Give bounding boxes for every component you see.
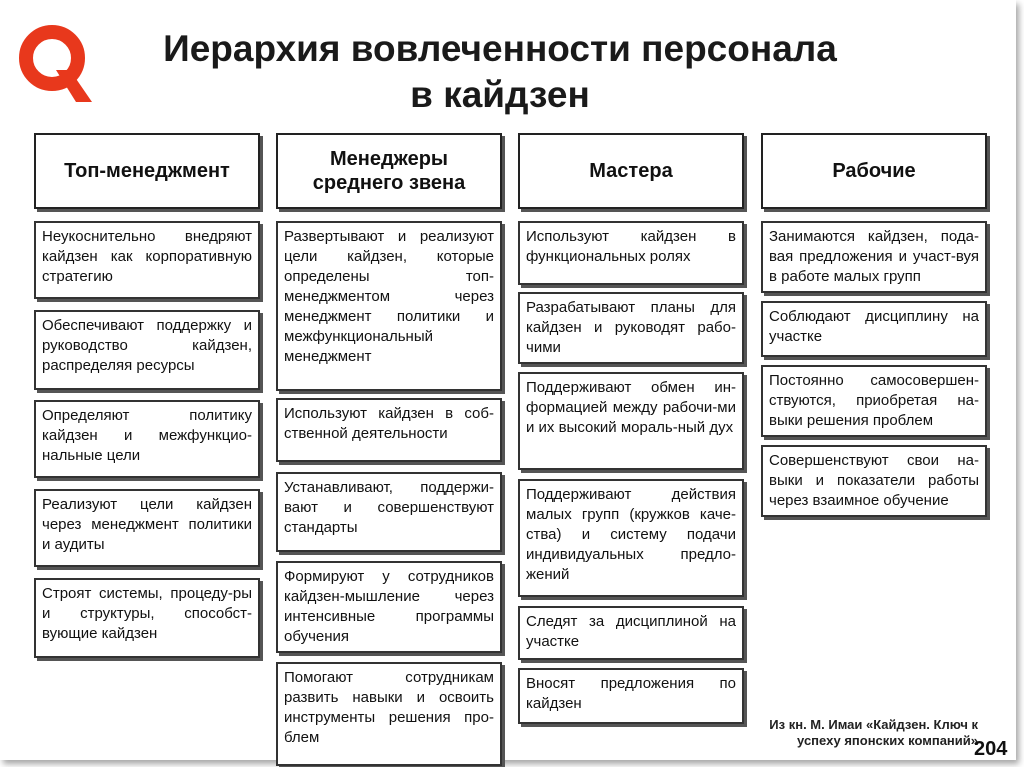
list-item: Постоянно самосовершен-ствуются, приобретая на-выки решения проблем: [761, 365, 987, 437]
column-header-middle-managers: Менеджеры среднего звена: [276, 133, 502, 209]
logo-icon: [16, 18, 96, 104]
column-header-workers: Рабочие: [761, 133, 987, 209]
list-item: Разрабатывают планы для кайдзен и руководят рабо-чими: [518, 292, 744, 364]
list-item: Реализуют цели кайдзен через менеджмент политики и аудиты: [34, 489, 260, 567]
list-item: Соблюдают дисциплину на участке: [761, 301, 987, 357]
list-item: Поддерживают действия малых групп (кружков каче-ства) и систему подачи индивидуальных предло-жений: [518, 479, 744, 597]
list-item: Используют кайдзен в соб-ственной деятельности: [276, 398, 502, 462]
list-item: Занимаются кайдзен, пода-вая предложения и участ-вуя в работе малых групп: [761, 221, 987, 293]
list-item: Используют кайдзен в функциональных ролях: [518, 221, 744, 285]
list-item: Следят за дисциплиной на участке: [518, 606, 744, 660]
column-header-foremen: Мастера: [518, 133, 744, 209]
list-item: Определяют политику кайдзен и межфункцио-нальные цели: [34, 400, 260, 478]
title-line-2: в кайдзен: [410, 74, 590, 115]
list-item: Вносят предложения по кайдзен: [518, 668, 744, 724]
list-item: Совершенствуют свои на-выки и показатели работы через взаимное обучение: [761, 445, 987, 517]
list-item: Неукоснительно внедряют кайдзен как корпоративную стратегию: [34, 221, 260, 299]
list-item: Строят системы, процеду-ры и структуры, способст-вующие кайдзен: [34, 578, 260, 658]
title-line-1: Иерархия вовлеченности персонала: [163, 28, 837, 69]
list-item: Обеспечивают поддержку и руководство кайдзен, распределяя ресурсы: [34, 310, 260, 390]
source-citation: Из кн. М. Имаи «Кайдзен. Ключ к успеху японских компаний»: [769, 717, 978, 748]
list-item: Устанавливают, поддержи-вают и совершенствуют стандарты: [276, 472, 502, 552]
list-item: Поддерживают обмен ин-формацией между рабочи-ми и их высокий мораль-ный дух: [518, 372, 744, 470]
page-number: 204: [974, 738, 1008, 760]
list-item: Формируют у сотрудников кайдзен-мышление через интенсивные программы обучения: [276, 561, 502, 653]
list-item: Помогают сотрудникам развить навыки и освоить инструменты решения про-блем: [276, 662, 502, 766]
page-title: [110, 26, 890, 118]
column-header-top-management: Топ-менеджмент: [34, 133, 260, 209]
list-item: Развертывают и реализуют цели кайдзен, которые определены топ-менеджментом через менеджмент политики и межфункциональный менеджмент: [276, 221, 502, 391]
